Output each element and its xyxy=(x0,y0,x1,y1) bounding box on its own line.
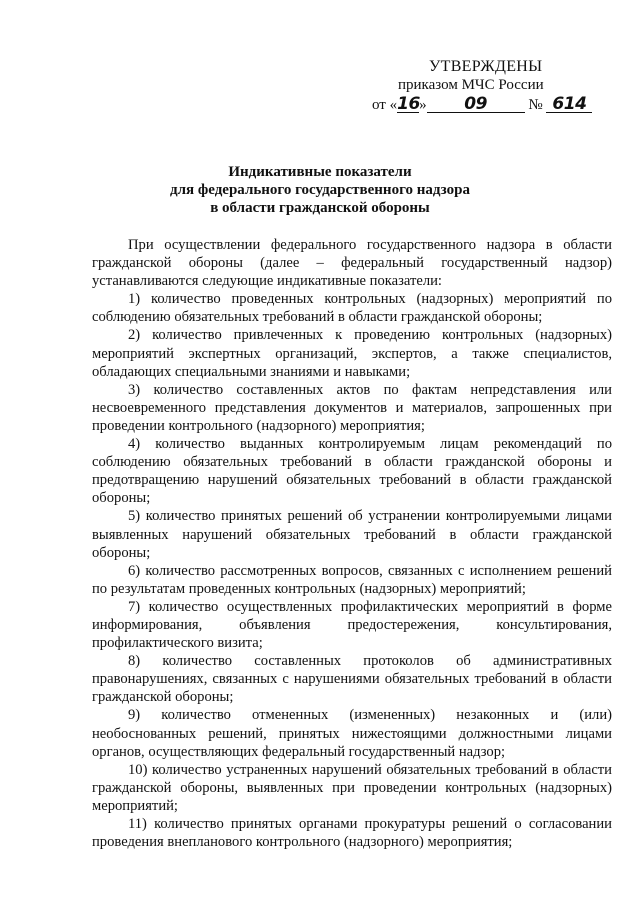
order-day: 16 xyxy=(397,94,420,114)
document-body xyxy=(92,236,612,851)
date-mid: » xyxy=(419,97,427,113)
order-month: 09 xyxy=(427,96,525,113)
date-prefix: от « xyxy=(372,97,398,113)
indicator-item-8: 8) количество составленных протоколов об административных правонарушениях, связанных с нарушениями обязательных требований в области гражданской обороны; xyxy=(92,653,612,706)
approved-heading: УТВЕРЖДЕНЫ xyxy=(429,58,543,75)
indicator-item-4: 4) количество выданных контролируемым лицам рекомендаций по соблюдению обязательных требований в области гражданской обороны и предотвращению нарушений обязательных требований в области гражданской обороны; xyxy=(92,436,612,507)
intro-paragraph: При осуществлении федерального государственного надзора в области гражданской обороны (далее – федеральный государственный надзор) устанавливаются следующие индикативные показатели: xyxy=(92,237,612,290)
number-prefix: № xyxy=(528,97,543,113)
title-line-3: в области гражданской обороны xyxy=(210,200,430,216)
indicator-item-10: 10) количество устраненных нарушений обязательных требований в области гражданской обороны, выявленных при проведении контрольных (надзорных) мероприятий; xyxy=(92,761,612,814)
title-line-1: Индикативные показатели xyxy=(228,164,412,180)
order-reference: приказом МЧС России xyxy=(398,77,544,93)
indicator-item-2: 2) количество привлеченных к проведению контрольных (надзорных) мероприятий экспертных организаций, экспертов, а также специалистов, обладающих специальными знаниями и навыками; xyxy=(92,327,612,380)
document-title xyxy=(0,163,640,217)
indicator-item-1: 1) количество проведенных контрольных (надзорных) мероприятий по соблюдению обязательных требований в области гражданской обороны; xyxy=(92,291,612,326)
indicator-item-3: 3) количество составленных актов по фактам непредставления или несвоевременного представления документов и материалов, запрошенных при проведении контрольного (надзорного) мероприятия; xyxy=(92,381,612,434)
indicator-item-7: 7) количество осуществленных профилактических мероприятий в форме информирования, объявления предостережения, консультирования, профилактического визита; xyxy=(92,598,612,652)
indicator-item-5: 5) количество принятых решений об устранении контролируемыми лицами выявленных нарушений обязательных требований в области гражданской обороны; xyxy=(92,508,612,561)
indicator-item-9: 9) количество отмененных (измененных) незаконных и (или) необоснованных решений, принятых нижестоящими должностными лицами органов, осуществляющих федеральный государственный надзор; xyxy=(92,707,612,760)
indicator-item-11: 11) количество принятых органами прокуратуры решений о согласовании проведения внепланового контрольного (надзорного) мероприятия; xyxy=(92,816,612,851)
title-line-2: для федерального государственного надзора xyxy=(170,182,470,198)
indicator-item-6: 6) количество рассмотренных вопросов, связанных с исполнением решений по результатам проведенных контрольных (надзорных) мероприятий; xyxy=(92,562,612,597)
order-date-line xyxy=(372,96,592,114)
order-number: 614 xyxy=(546,96,592,113)
